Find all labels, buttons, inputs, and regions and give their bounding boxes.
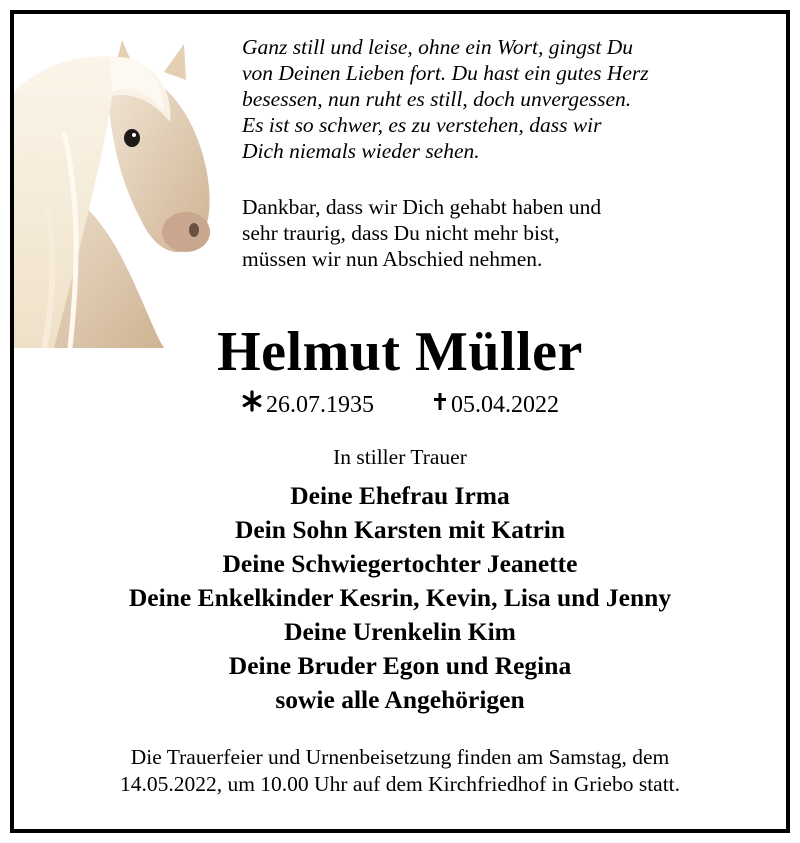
death-date-group [432, 390, 559, 420]
life-dates [14, 390, 786, 420]
family-member: sowie alle Angehörigen [275, 685, 525, 714]
family-list [14, 479, 786, 717]
pony-photo [14, 32, 216, 348]
family-member: Deine Schwiegertochter Jeanette [222, 549, 578, 578]
family-member: Deine Bruder Egon und Regina [228, 651, 572, 680]
asterisk-flower-icon [241, 390, 263, 420]
cross-icon [432, 390, 448, 420]
memorial-poem: Ganz still und leise, ohne ein Wort, gingst Du von Deinen Lieben fort. Du hast ein gutes Herz besessen, nun ruht es still, doch unvergessen. Es ist so schwer, es zu verstehen, dass wir Dich niemals wieder sehen. [242, 35, 649, 163]
mourning-label: In stiller Trauer [333, 445, 467, 469]
family-member: Dein Sohn Karsten mit Katrin [234, 515, 566, 544]
service-info: Die Trauerfeier und Urnenbeisetzung finden am Samstag, dem 14.05.2022, um 10.00 Uhr auf dem Kirchfriedhof in Griebo statt. [119, 745, 681, 796]
deceased-name: Helmut Müller [217, 321, 583, 383]
birth-date: 26.07.1935 [266, 392, 374, 418]
thanks-text: Dankbar, dass wir Dich gehabt haben und sehr traurig, dass Du nicht mehr bist, müssen wir nun Abschied nehmen. [242, 195, 602, 271]
family-member: Deine Enkelkinder Kesrin, Kevin, Lisa und Jenny [128, 583, 672, 612]
death-date: 05.04.2022 [451, 392, 559, 418]
birth-date-group [241, 390, 374, 420]
family-member: Deine Urenkelin Kim [284, 617, 516, 646]
obituary-frame [10, 10, 790, 833]
family-member: Deine Ehefrau Irma [290, 481, 510, 510]
